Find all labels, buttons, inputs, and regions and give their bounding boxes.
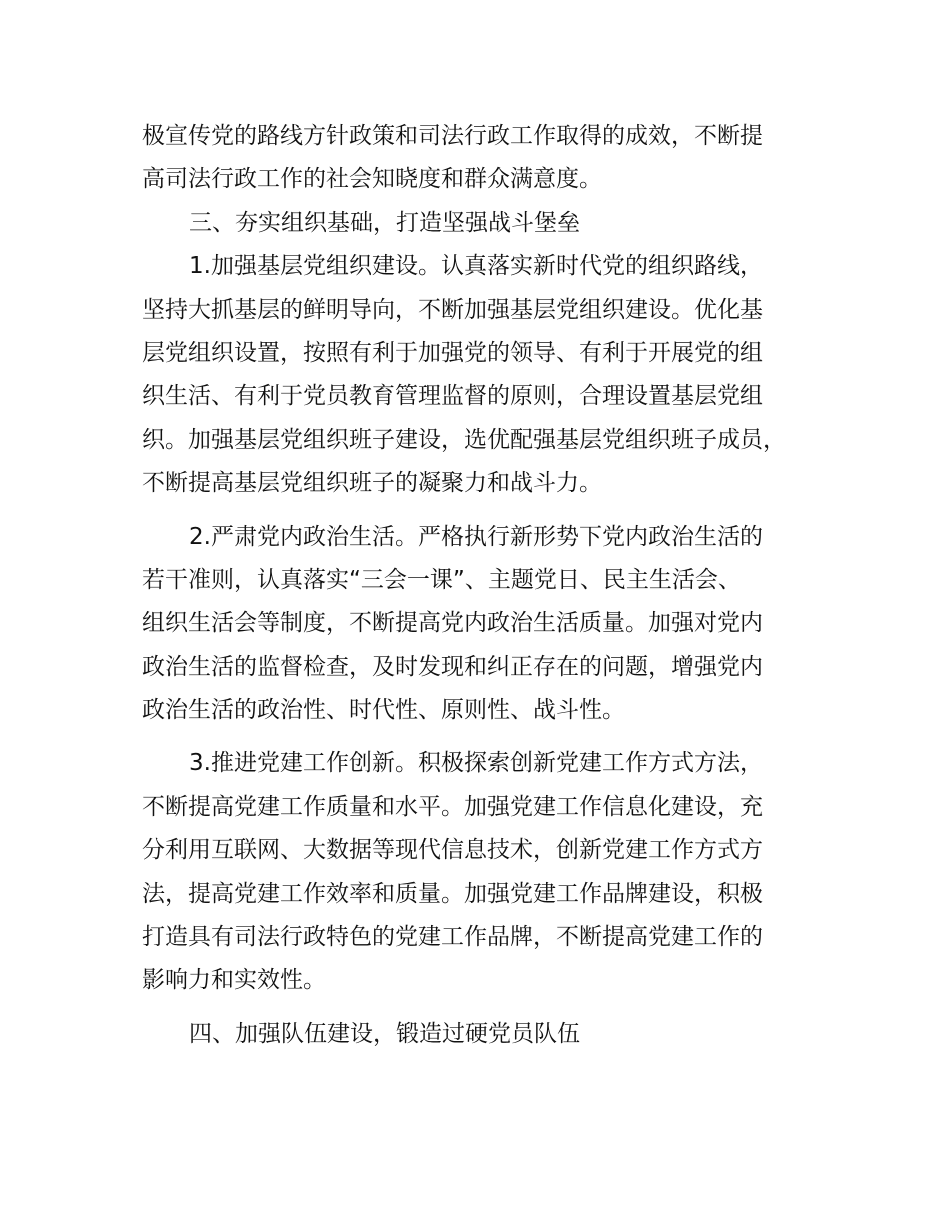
document-page <box>142 115 832 1056</box>
text-line: 3.推进党建工作创新。积极探索创新党建工作方式方法， <box>189 750 763 777</box>
heading-text: 三、夯实组织基础，打造坚强战斗堡垒 <box>189 209 580 236</box>
text-line: 法，提高党建工作效率和质量。加强党建工作品牌建设，积极 <box>142 880 763 907</box>
text-line: 政治生活的监督检查，及时发现和纠正存在的问题，增强党内 <box>142 653 763 680</box>
paragraph-continuation <box>142 115 832 202</box>
text-line: 分利用互联网、大数据等现代信息技术，创新党建工作方式方 <box>142 837 763 864</box>
text-line: 高司法行政工作的社会知晓度和群众满意度。 <box>142 166 602 193</box>
paragraph-item-3 <box>142 742 832 1002</box>
text-line: 织。加强基层党组织班子建设，选优配强基层党组织班子成员， <box>142 426 786 453</box>
text-line: 组织生活会等制度，不断提高党内政治生活质量。加强对党内 <box>142 610 763 637</box>
heading-text: 四、加强队伍建设，锻造过硬党员队伍 <box>189 1020 580 1047</box>
text-line: 政治生活的政治性、时代性、原则性、战斗性。 <box>142 697 625 724</box>
text-line: 影响力和实效性。 <box>142 967 326 994</box>
paragraph-item-2 <box>142 516 832 733</box>
text-line: 若干准则，认真落实“三会一课”、主题党日、民主生活会、 <box>142 566 741 593</box>
text-line: 层党组织设置，按照有利于加强党的领导、有利于开展党的组 <box>142 339 763 366</box>
text-line: 极宣传党的路线方针政策和司法行政工作取得的成效，不断提 <box>142 123 763 149</box>
section-heading-3 <box>142 202 832 245</box>
text-line: 1.加强基层党组织建设。认真落实新时代党的组织路线， <box>189 253 763 280</box>
section-heading-4 <box>142 1013 832 1056</box>
text-line: 不断提高基层党组织班子的凝聚力和战斗力。 <box>142 470 602 497</box>
text-line: 不断提高党建工作质量和水平。加强党建工作信息化建设，充 <box>142 793 763 820</box>
text-line: 坚持大抓基层的鲜明导向，不断加强基层党组织建设。优化基 <box>142 296 763 323</box>
text-line: 打造具有司法行政特色的党建工作品牌，不断提高党建工作的 <box>142 924 763 951</box>
text-line: 织生活、有利于党员教育管理监督的原则，合理设置基层党组 <box>142 383 763 410</box>
paragraph-item-1 <box>142 245 832 505</box>
text-line: 2.严肃党内政治生活。严格执行新形势下党内政治生活的 <box>189 523 763 550</box>
